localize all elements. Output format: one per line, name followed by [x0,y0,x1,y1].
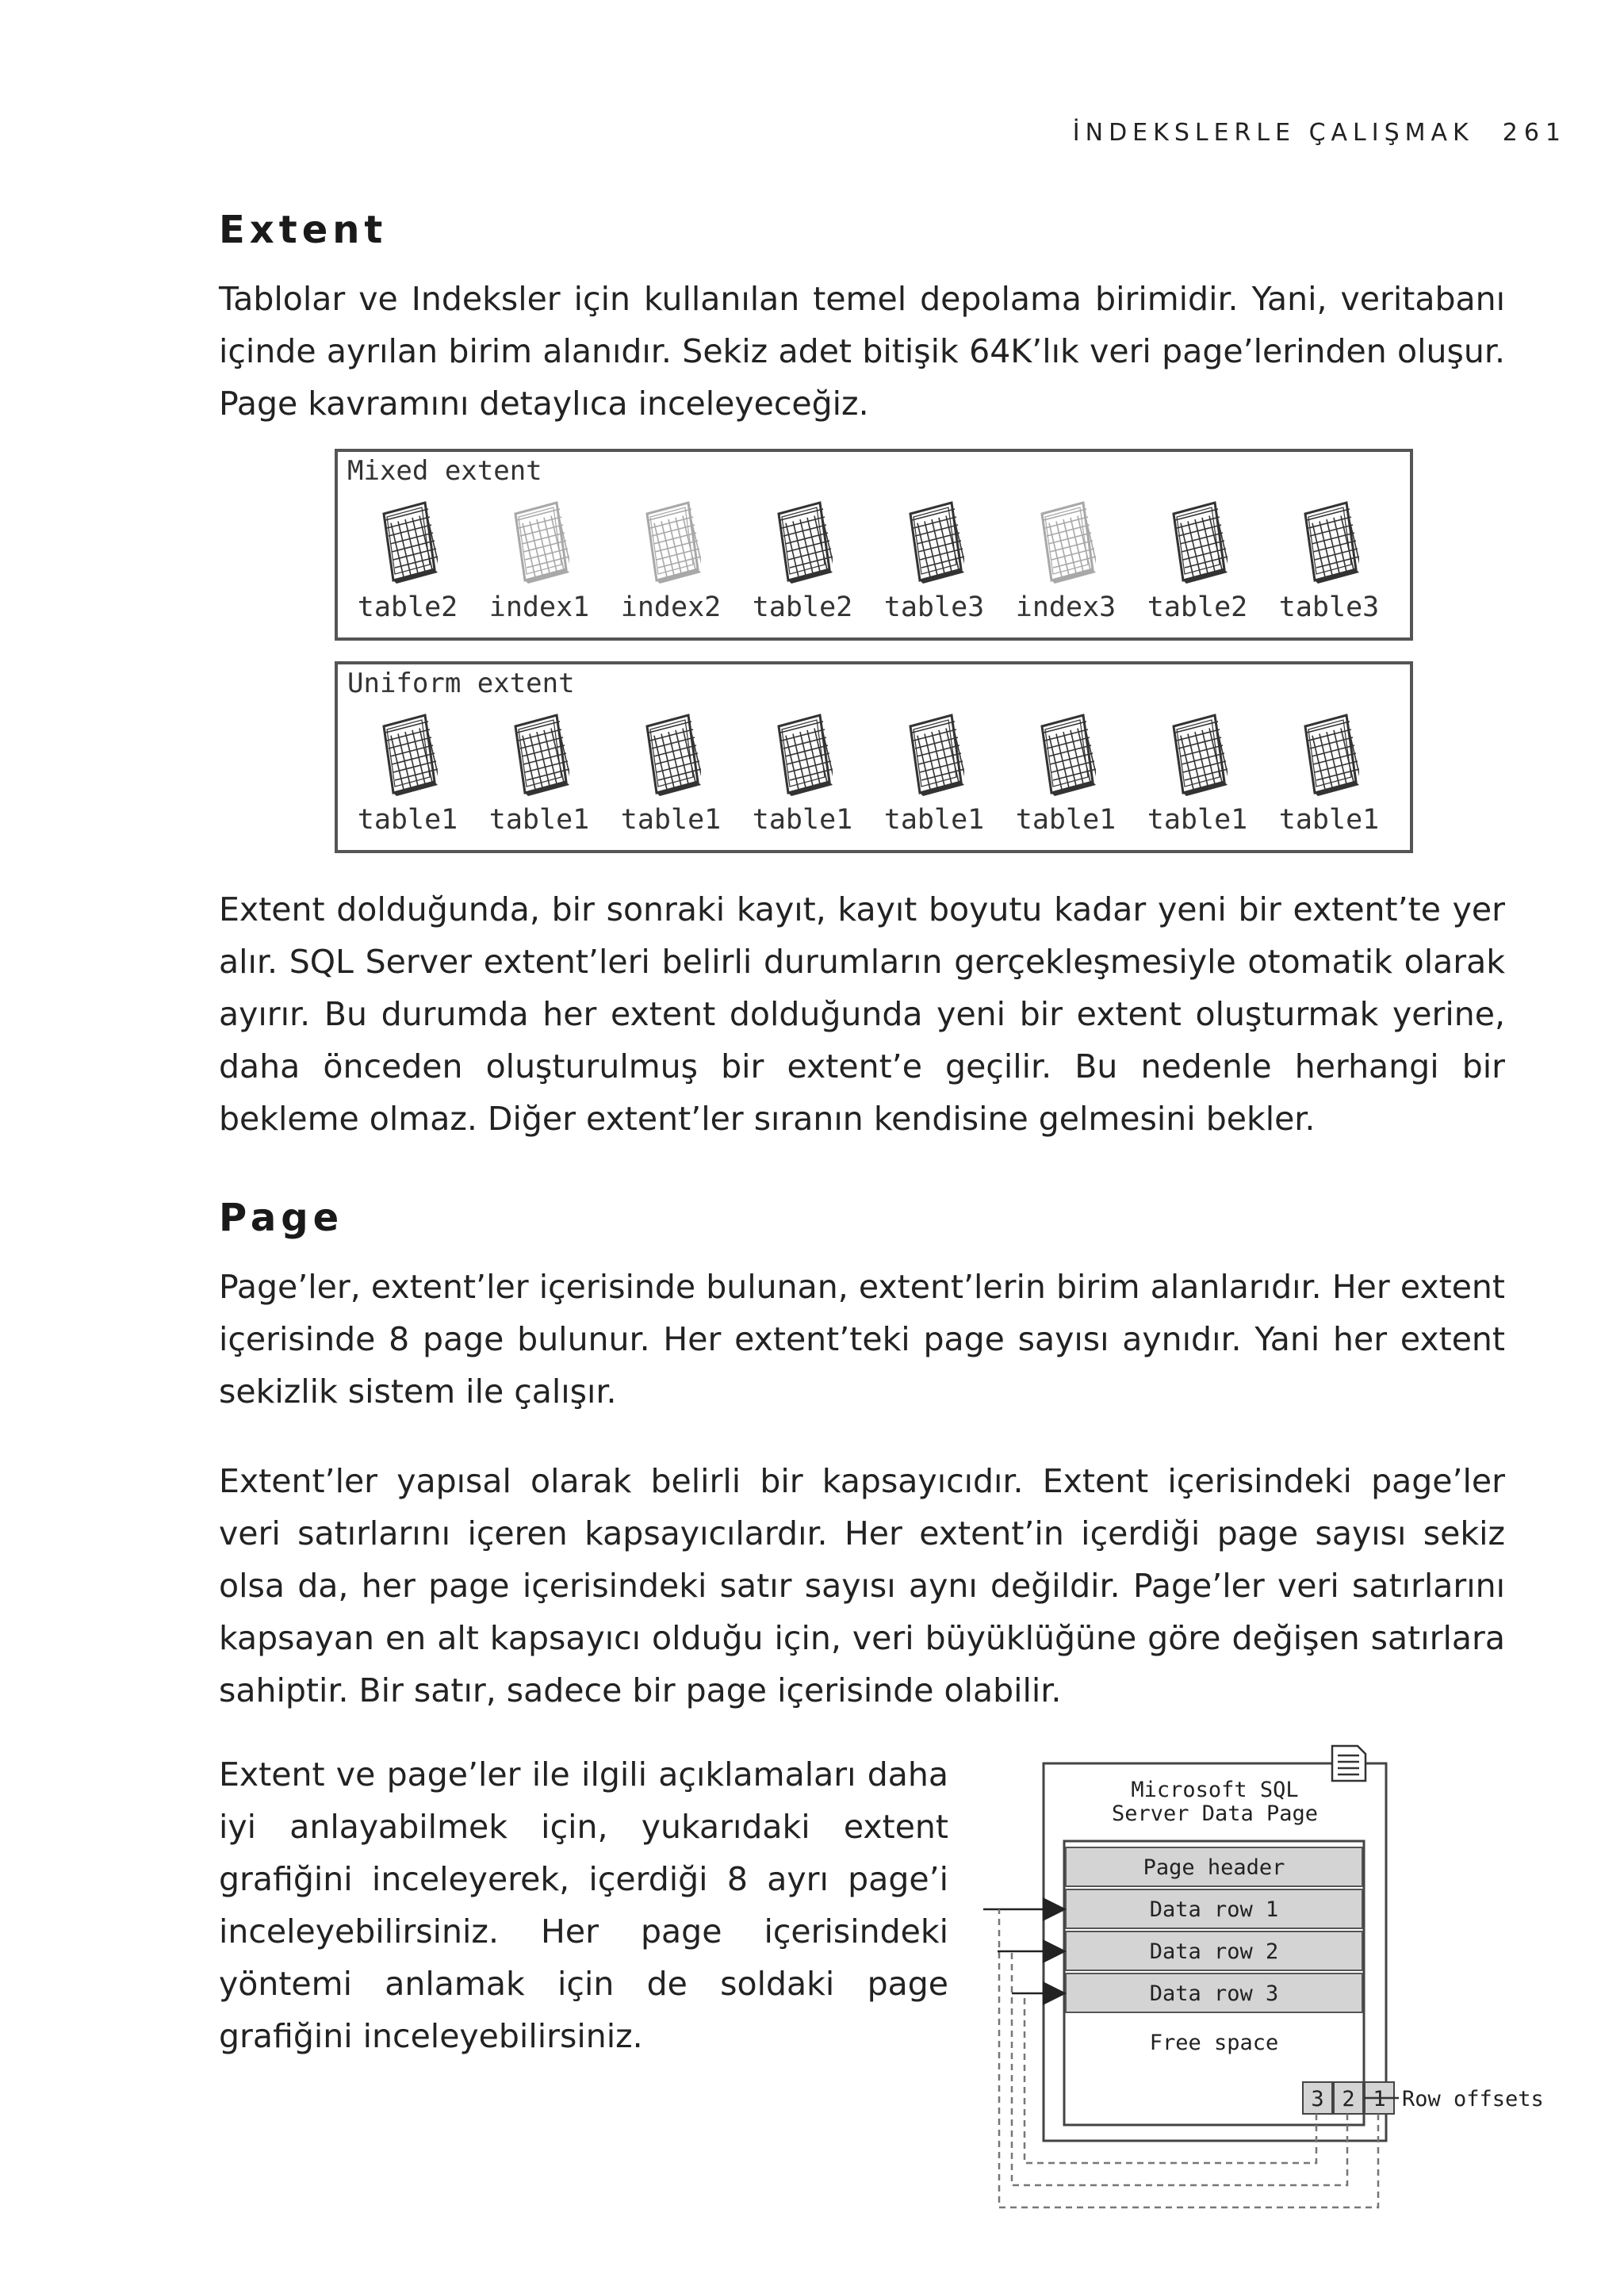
uniform-extent-item-label: table1 [752,804,853,836]
table-page-icon [607,714,734,796]
mixed-extent-item-label: index3 [1015,591,1116,623]
uniform-extent-item-label: table1 [357,804,458,836]
uniform-extent-box [335,661,1413,853]
mixed-extent-box [335,449,1413,641]
table-page-icon [344,501,471,584]
mixed-extent-item [1134,501,1261,623]
table-page-icon [739,714,866,796]
mixed-extent-item [1266,501,1392,623]
mixed-extent-item-label: index2 [620,591,722,623]
table-page-icon [344,714,471,796]
mixed-extent-item-label: table2 [1147,591,1248,623]
paragraph-extent-after-figure: Extent dolduğunda, bir sonraki kayıt, kayıt boyutu kadar yeni bir extent’te yer alır. SQL Server extent’leri belirli durumların gerçekleşmesiyle otomatik olarak ayırır. Bu durumda her extent dolduğunda yeni bir extent oluşturmak yerine, daha önceden oluşturulmuş bir extent’e geçilir. Bu nedenle herhangi bir bekleme olmaz. Diğer extent’ler sıranın kendisine gelmesini bekler. [219,890,1505,1138]
running-header [1073,119,1567,147]
data-page-diagram [983,1744,1554,2220]
mixed-extent-item-label: table3 [1278,591,1380,623]
mixed-extent-item [1002,501,1129,623]
table-page-icon [476,714,603,796]
table-page-icon [739,501,866,584]
table-page-icon [1266,501,1392,584]
mixed-extent-item-label: table2 [752,591,853,623]
mixed-extent-item-label: table3 [883,591,985,623]
uniform-extent-item-label: table1 [488,804,590,836]
data-page-row-label: Page header [1143,1855,1285,1880]
table-page-icon [1266,714,1392,796]
mixed-extent-item [344,501,471,623]
uniform-extent-item [1002,714,1129,836]
data-page-row-label: Data row 1 [1149,1897,1279,1922]
table-page-icon [871,501,998,584]
row-offset-value: 1 [1373,2087,1386,2111]
data-page-title-line2: Server Data Page [1111,1801,1319,1826]
uniform-extent-item-label: table1 [1278,804,1380,836]
uniform-extent-item-label: table1 [1015,804,1116,836]
uniform-extent-item-label: table1 [883,804,985,836]
heading-extent: Extent [219,208,388,252]
mixed-extent-item [739,501,866,623]
running-title: İNDEKSLERLE ÇALIŞMAK [1072,119,1474,147]
uniform-extent-item [871,714,998,836]
row-offset-value: 2 [1342,2087,1355,2111]
document-icon [1332,1746,1365,1781]
data-page-title-line1: Microsoft SQL [1131,1778,1299,1802]
table-page-icon [871,714,998,796]
table-page-icon [1002,714,1129,796]
paragraph-extent-intro: Tablolar ve Indeksler için kullanılan temel depolama birimidir. Yani, veritabanı içinde ayrılan birim alanıdır. Sekiz adet bitişik 64K’lık veri page’lerinden oluşur. Page kavramını detaylıca inceleyeceğiz. [219,280,1505,423]
uniform-extent-item [344,714,471,836]
index-page-icon [607,501,734,584]
paragraph-page-1: Page’ler, extent’ler içerisinde bulunan, extent’lerin birim alanlarıdır. Her extent içerisinde 8 page bulunur. Her extent’teki page sayısı aynıdır. Yani her extent sekizlik sistem ile çalışır. [219,1268,1505,1411]
index-page-icon [476,501,603,584]
uniform-extent-item-label: table1 [620,804,722,836]
data-page-row-label: Data row 3 [1149,1981,1279,2006]
mixed-extent-item-label: table2 [357,591,458,623]
paragraph-page-3: Extent ve page’ler ile ilgili açıklamaları daha iyi anlayabilmek için, yukarıdaki extent grafiğini inceleyerek, içerdiği 8 ayrı page’i inceleyebilirsiniz. Her page içerisindeki yöntemi anlamak için de soldaki page grafiğini inceleyebilirsiniz. [219,1755,948,2055]
index-page-icon [1002,501,1129,584]
mixed-extent-item [476,501,603,623]
mixed-extent-item [607,501,734,623]
table-page-icon [1134,714,1261,796]
uniform-extent-item [476,714,603,836]
uniform-extent-item-label: table1 [1147,804,1248,836]
uniform-extent-item [1134,714,1261,836]
free-space-label: Free space [1149,2031,1279,2055]
uniform-extent-item [607,714,734,836]
paragraph-page-2: Extent’ler yapısal olarak belirli bir kapsayıcıdır. Extent içerisindeki page’ler veri satırlarını içeren kapsayıcılardır. Her extent’in içerdiği page sayısı sekiz olsa da, her page içerisindeki satır sayısı aynı değildir. Page’ler veri satırlarını kapsayan en alt kapsayıcı olduğu için, veri büyüklüğüne göre değişen satırlara sahiptir. Bir satır, sadece bir page içerisinde olabilir. [219,1462,1505,1709]
uniform-extent-title: Uniform extent [347,668,575,699]
uniform-extent-item [1266,714,1392,836]
mixed-extent-item-label: index1 [488,591,590,623]
row-offset-value: 3 [1311,2087,1324,2111]
data-page-row-label: Data row 2 [1149,1939,1279,1964]
row-offsets-label: Row offsets [1402,2087,1544,2111]
table-page-icon [1134,501,1261,584]
mixed-extent-item [871,501,998,623]
mixed-extent-title: Mixed extent [347,455,542,487]
heading-page: Page [219,1196,344,1240]
page-number: 261 [1502,119,1567,147]
uniform-extent-item [739,714,866,836]
